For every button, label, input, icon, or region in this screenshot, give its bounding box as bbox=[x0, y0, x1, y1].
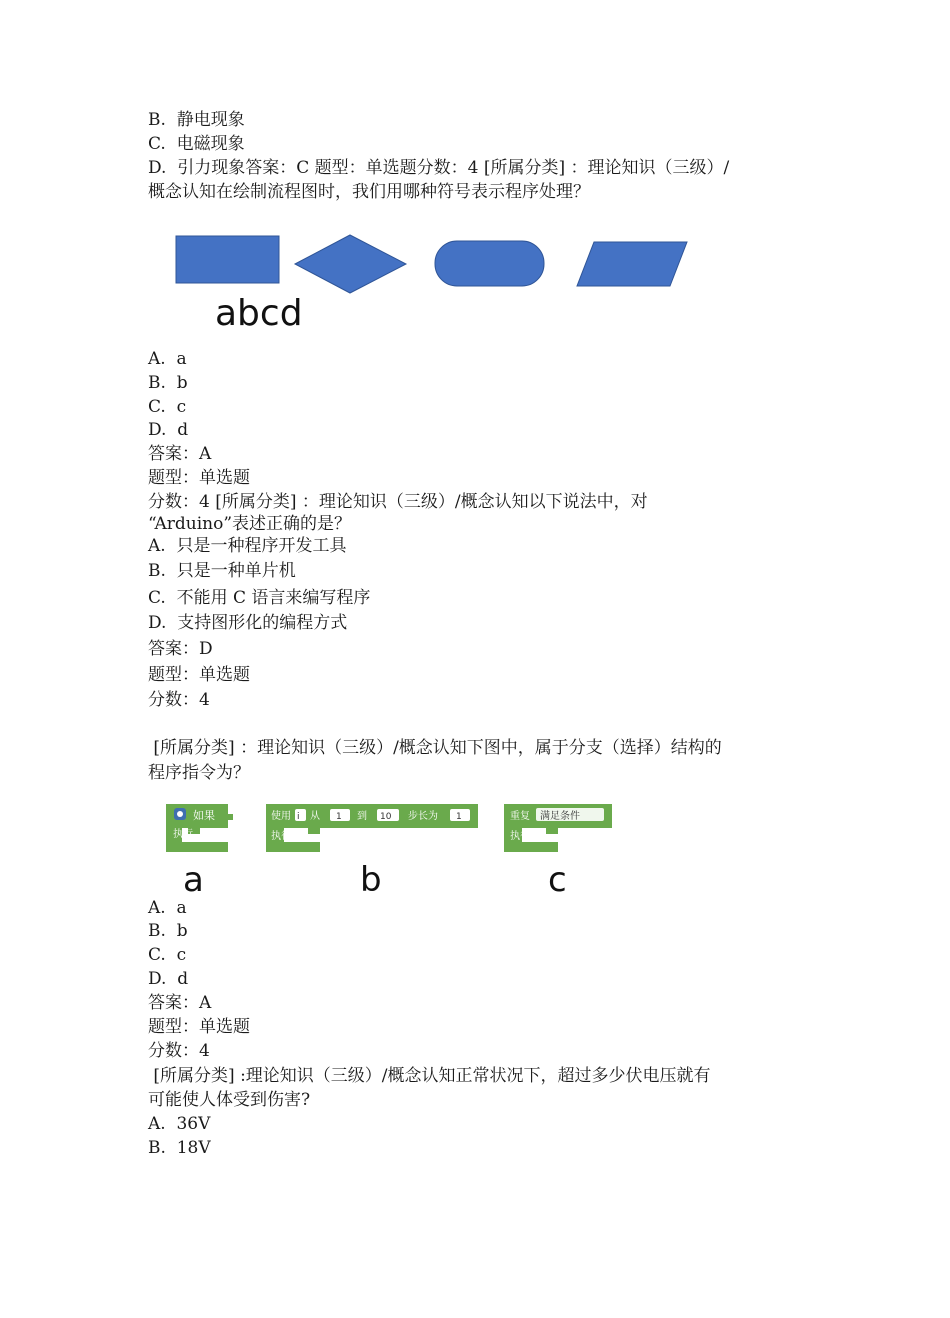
svg-text:步长为: 步长为 bbox=[408, 811, 438, 822]
svg-text:使用: 使用 bbox=[271, 811, 291, 822]
svg-text:如果: 如果 bbox=[193, 809, 215, 822]
text-line: B. 18V bbox=[148, 1138, 211, 1158]
text-line: D. 支持图形化的编程方式 bbox=[148, 613, 348, 633]
block-label-a: a bbox=[183, 860, 204, 900]
text-line: 分数：4 bbox=[148, 690, 210, 710]
svg-text:1: 1 bbox=[456, 812, 462, 822]
for-loop-block bbox=[266, 804, 478, 852]
text-line: D. d bbox=[148, 420, 189, 440]
text-line: D. 引力现象答案：C 题型：单选题分数：4 [所属分类] ：理论知识（三级）/ bbox=[148, 158, 730, 178]
text-line: 答案：A bbox=[148, 993, 212, 1013]
svg-text:1: 1 bbox=[336, 812, 342, 822]
svg-text:i: i bbox=[297, 812, 300, 822]
if-block bbox=[166, 804, 233, 852]
text-line: C. c bbox=[148, 397, 187, 417]
text-line: 答案：D bbox=[148, 639, 213, 659]
svg-text:执行: 执行 bbox=[271, 831, 291, 842]
block-label-c: c bbox=[548, 860, 567, 900]
block-label-b: b bbox=[360, 860, 382, 900]
svg-text:10: 10 bbox=[380, 812, 392, 822]
svg-text:到: 到 bbox=[357, 811, 367, 822]
text-line: A. 只是一种程序开发工具 bbox=[148, 536, 347, 556]
text-line: C. c bbox=[148, 945, 187, 965]
text-line: 分数：4 [所属分类] ：理论知识（三级）/概念认知以下说法中，对 bbox=[148, 492, 648, 512]
rectangle-shape bbox=[176, 236, 279, 283]
text-line: C. 电磁现象 bbox=[148, 134, 245, 154]
text-line: [所属分类] ：理论知识（三级）/概念认知下图中，属于分支（选择）结构的 bbox=[148, 738, 722, 758]
svg-text:执行: 执行 bbox=[173, 829, 193, 840]
rounded-rectangle-shape bbox=[435, 241, 544, 286]
text-line: 题型：单选题 bbox=[148, 1017, 250, 1037]
repeat-while-block bbox=[504, 804, 612, 852]
text-line: 题型：单选题 bbox=[148, 468, 250, 488]
text-line: [所属分类] :理论知识（三级）/概念认知正常状况下，超过多少伏电压就有 bbox=[148, 1066, 711, 1086]
text-line: 可能使人体受到伤害? bbox=[148, 1090, 311, 1110]
text-line: B. 静电现象 bbox=[148, 110, 245, 130]
flowchart-symbols-figure bbox=[170, 228, 700, 298]
flowchart-letters: abcd bbox=[215, 293, 303, 334]
svg-text:执行: 执行 bbox=[510, 831, 530, 842]
text-line: B. 只是一种单片机 bbox=[148, 561, 296, 581]
svg-text:重复: 重复 bbox=[510, 811, 530, 822]
svg-text:从: 从 bbox=[310, 811, 320, 822]
text-line: B. b bbox=[148, 373, 188, 393]
text-line: A. a bbox=[148, 898, 187, 918]
programming-blocks-figure bbox=[160, 798, 620, 860]
text-line: A. 36V bbox=[148, 1114, 211, 1134]
text-line: B. b bbox=[148, 921, 188, 941]
text-line: 分数：4 bbox=[148, 1041, 210, 1061]
text-line: 概念认知在绘制流程图时，我们用哪种符号表示程序处理？ bbox=[148, 182, 590, 202]
text-line: “Arduino”表述正确的是？ bbox=[148, 514, 352, 534]
svg-text:满足条件: 满足条件 bbox=[540, 811, 580, 822]
text-line: 题型：单选题 bbox=[148, 665, 250, 685]
diamond-shape bbox=[295, 235, 406, 293]
parallelogram-shape bbox=[577, 242, 687, 286]
text-line: 程序指令为？ bbox=[148, 763, 250, 783]
text-line: 答案：A bbox=[148, 444, 212, 464]
text-line: D. d bbox=[148, 969, 189, 989]
text-line: C. 不能用 C 语言来编写程序 bbox=[148, 588, 371, 608]
text-line: A. a bbox=[148, 349, 187, 369]
